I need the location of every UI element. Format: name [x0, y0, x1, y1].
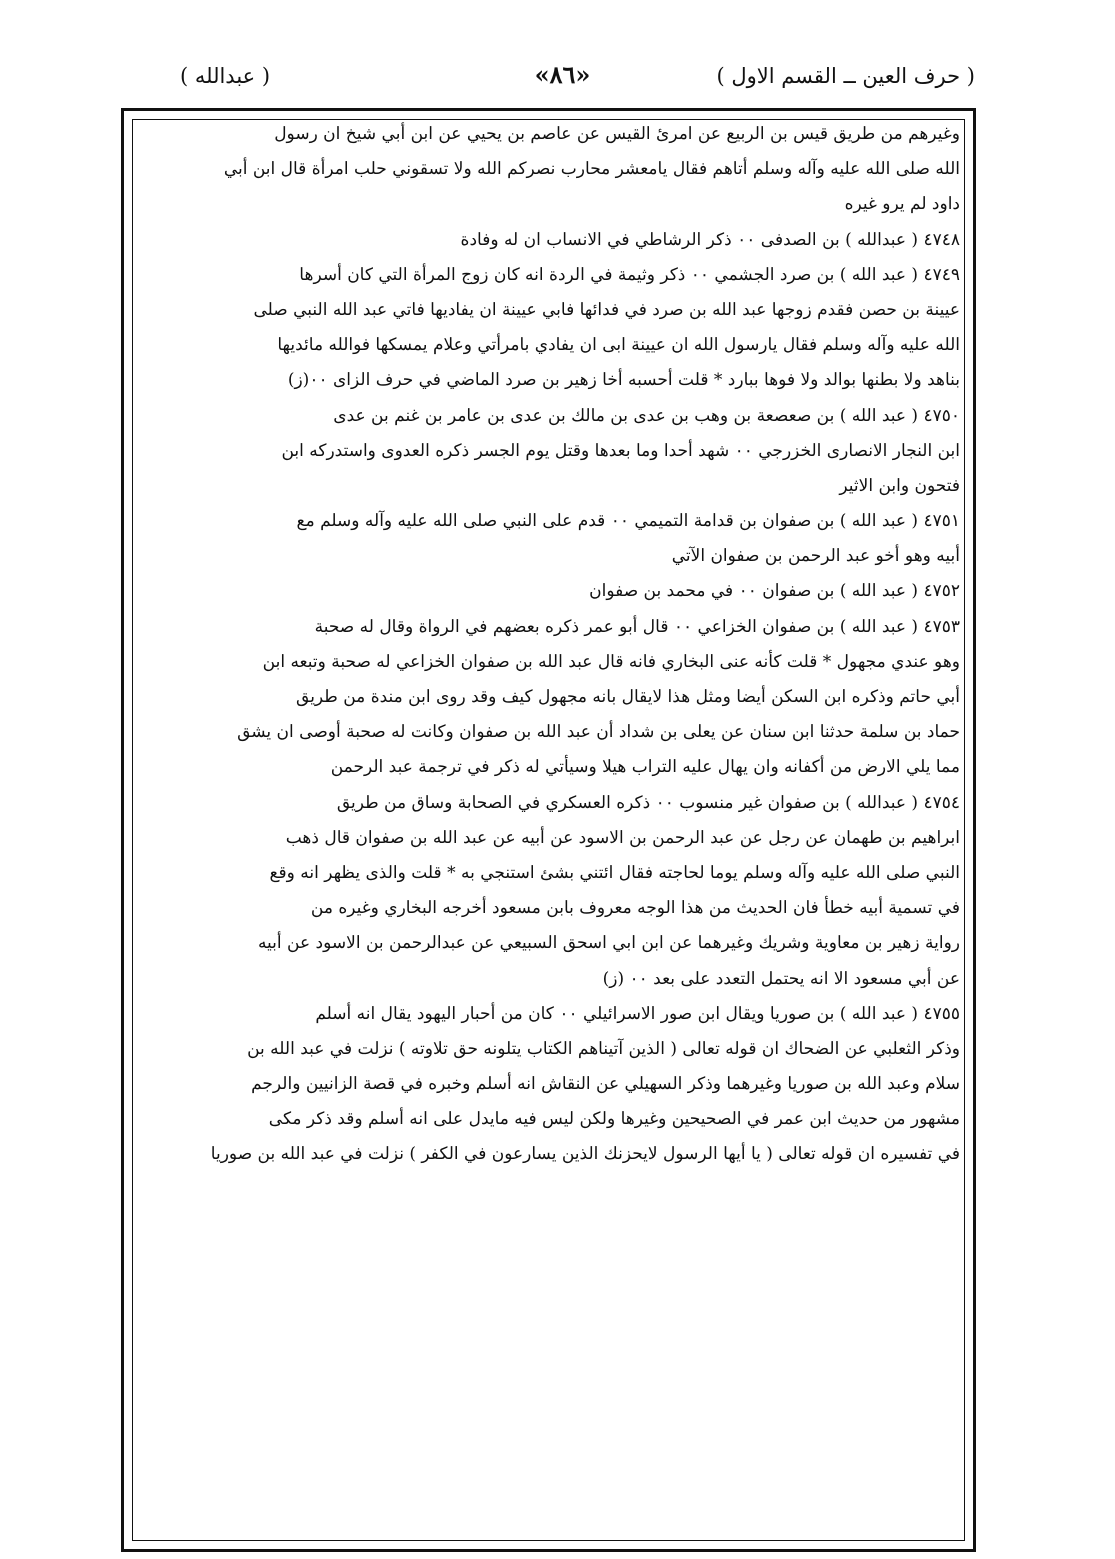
page-text [138, 117, 960, 1173]
text-line: داود لم يرو غيره [844, 194, 960, 215]
text-line: وهو عندي مجهول * قلت كأنه عنى البخاري فانه قال عبد الله بن صفوان الخزاعي له صحبة وتبعه ابن [262, 651, 960, 672]
entry-line: ٤٧٥٣ ( عبد الله ) بن صفوان الخزاعي ٠٠ قال أبو عمر ذكره بعضهم في الرواة وقال له صحبة [314, 616, 960, 637]
entry-line: ٤٧٥٠ ( عبد الله ) بن صعصعة بن وهب بن عدى بن مالك بن عدى بن عامر بن غنم بن عدى [333, 405, 960, 426]
text-line: مما يلي الارض من أكفانه وان يهال عليه التراب هيلا وسيأتي له ذكر في ترجمة عبد الرحمن [330, 757, 960, 778]
text-line: وغيرهم من طريق قيس بن الربيع عن امرئ القيس عن عاصم بن يحيي عن ابن أبي شيخ ان رسول [274, 124, 960, 144]
text-line: الله صلى الله عليه وآله وسلم أتاهم فقال يامعشر محارب نصركم الله ولا تسقوني حلب امرأة قال ابن أبي [223, 159, 960, 180]
text-line: الله عليه وآله وسلم فقال يارسول الله ان عيينة ابى ان يفادي بامرأتي وعلام يمسكها فوالله مائديها [277, 335, 960, 356]
text-line: ابن النجار الانصارى الخزرجي ٠٠ شهد أحدا وما بعدها وقتل يوم الجسر ذكره العدوى واستدركه ابن [281, 440, 960, 461]
page-number: «٨٦» [534, 60, 591, 89]
text-line: فتحون وابن الاثير [839, 475, 960, 496]
entry-line: ٤٧٤٨ ( عبدالله ) بن الصدفى ٠٠ ذكر الرشاطي في الانساب ان له وفادة [460, 229, 960, 250]
text-line: بناهد ولا بطنها بوالد ولا فوها ببارد * قلت أحسبه أخا زهير بن صرد الماضي في حرف الزاى ٠٠(ز) [287, 370, 960, 391]
text-line: في تسمية أبيه خطأ فان الحديث من هذا الوجه معروف بابن مسعود أخرجه البخاري وغيره من [310, 898, 960, 919]
text-line: مشهور من حديث ابن عمر في الصحيحين وغيرها ولكن ليس فيه مايدل على انه أسلم وقد ذكر مكى [268, 1109, 960, 1130]
text-line: أبيه وهو أخو عبد الرحمن بن صفوان الآتي [671, 546, 960, 567]
page-header [150, 60, 975, 100]
text-line: ابراهيم بن طهمان عن رجل عن عبد الرحمن بن الاسود عن أبيه عن عبد الله بن صفوان قال ذهب [285, 827, 960, 848]
text-line: وذكر الثعلبي عن الضحاك ان قوله تعالى ( الذين آتيناهم الكتاب يتلونه حق تلاوته ) نزلت في عبد الله بن [247, 1038, 960, 1059]
entry-line: ٤٧٤٩ ( عبد الله ) بن صرد الجشمي ٠٠ ذكر وثيمة في الردة انه كان زوج المرأة التي كان أسرها [299, 264, 960, 285]
text-line: عيينة بن حصن فقدم زوجها عبد الله بن صرد في فدائها فابي عيينة ان يفاديها فاتي عبد الله النبي صلى [253, 299, 960, 320]
text-line: النبي صلى الله عليه وآله وسلم يوما لحاجته فقال ائتني بشئ استنجي به * قلت والذى يظهر انه وقع [269, 862, 960, 883]
text-line: عن أبي مسعود الا انه يحتمل التعدد على بعد ٠٠ (ز) [602, 968, 960, 989]
entry-line: ٤٧٥٢ ( عبد الله ) بن صفوان ٠٠ في محمد بن صفوان [589, 581, 960, 602]
entry-line: ٤٧٥٥ ( عبد الله ) بن صوريا ويقال ابن صور الاسرائيلي ٠٠ كان من أحبار اليهود يقال انه أسلم [315, 1003, 960, 1024]
entry-line: ٤٧٥١ ( عبد الله ) بن صفوان بن قدامة التميمي ٠٠ قدم على النبي صلى الله عليه وآله وسلم مع [296, 511, 960, 532]
entry-line: ٤٧٥٤ ( عبدالله ) بن صفوان غير منسوب ٠٠ ذكره العسكري في الصحابة وساق من طريق [336, 792, 960, 813]
running-head-right: ( حرف العين ــ القسم الاول ) [716, 64, 975, 88]
text-line: في تفسيره ان قوله تعالى ( يا أيها الرسول لايحزنك الذين يسارعون في الكفر ) نزلت في عبد الله بن صوريا [210, 1144, 960, 1165]
text-line: سلام وعبد الله بن صوريا وغيرهما وذكر السهيلي عن النقاش انه أسلم وخبره في قصة الزانيين والرجم [251, 1074, 960, 1095]
text-line: أبي حاتم وذكره ابن السكن أيضا ومثل هذا لايقال بانه مجهول كيف وقد روى ابن مندة من طريق [296, 687, 960, 707]
text-line: حماد بن سلمة حدثنا ابن سنان عن يعلى بن شداد أن عبد الله بن صفوان وكانت له صحبة أوصى ان يشق [237, 722, 960, 743]
running-head-left: ( عبدالله ) [180, 64, 271, 88]
text-line: رواية زهير بن معاوية وشريك وغيرهما عن ابن ابي اسحق السبيعي عن عبدالرحمن بن الاسود عن أبيه [257, 933, 960, 954]
